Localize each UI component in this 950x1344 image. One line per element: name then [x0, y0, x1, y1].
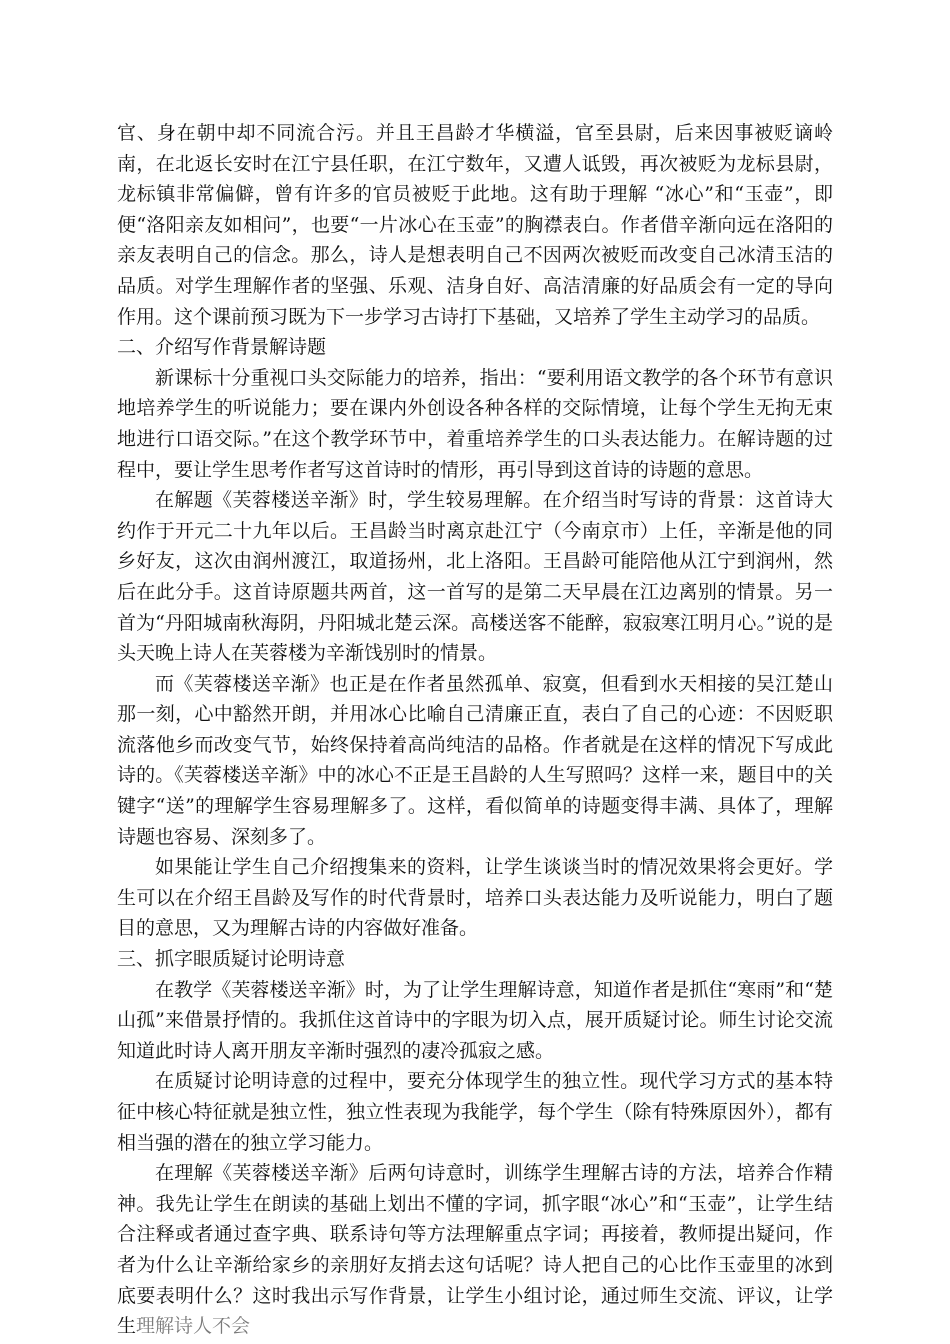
paragraph-8 — [117, 1158, 833, 1342]
section-heading-3: 三、抓字眼质疑讨论明诗意 — [117, 948, 346, 971]
paragraph-7: 在质疑讨论明诗意的过程中，要充分体现学生的独立性。现代学习方式的基本特征中核心特征就是独立性，独立性表现为我能学，每个学生（除有特殊原因外），都有相当强的潜在的独立学习能力。 — [117, 1070, 833, 1154]
paragraph-8-faded-tail: 理解诗人不会 — [136, 1315, 251, 1338]
paragraph-3: 在解题《芙蓉楼送辛渐》时，学生较易理解。在介绍当时写诗的背景：这首诗大约作于开元二十九年以后。王昌龄当时离京赴江宁（今南京市）上任，辛渐是他的同乡好友，这次由润州渡江，取道扬州，北上洛阳。王昌龄可能陪他从江宁到润州，然后在此分手。这首诗原题共两首，这一首写的是第二天早晨在江边离别的情景。另一首为“丹阳城南秋海阴，丹阳城北楚云深。高楼送客不能醉，寂寂寒江明月心。”说的是头天晚上诗人在芙蓉楼为辛渐饯别时的情景。 — [117, 489, 833, 665]
paragraph-1: 官、身在朝中却不同流合污。并且王昌龄才华横溢，官至县尉，后来因事被贬谪岭南，在北返长安时在江宁县任职，在江宁数年，又遭人诋毁，再次被贬为龙标县尉，龙标镇非常偏僻，曾有许多的官员被贬于此地。这有助于理解 “冰心”和“玉壶”，即便“洛阳亲友如相问”，也要“一片冰心在玉壶”的胸襟表白。作者借辛渐向远在洛阳的亲友表明自己的信念。那么，诗人是想表明自己不因两次被贬而改变自己冰清玉洁的品质。对学生理解作者的坚强、乐观、洁身自好、高洁清廉的好品质会有一定的导向作用。这个课前预习既为下一步学习古诗打下基础，又培养了学生主动学习的品质。 — [117, 122, 833, 328]
document-page — [117, 118, 833, 1342]
section-heading-2: 二、介绍写作背景解诗题 — [117, 336, 327, 359]
paragraph-2: 新课标十分重视口头交际能力的培养，指出：“要利用语文教学的各个环节有意识地培养学生的听说能力；要在课内外创设各种各样的交际情境，让每个学生无拘无束地进行口语交际。”在这个教学环节中，着重培养学生的口头表达能力。在解诗题的过程中，要让学生思考作者写这首诗时的情形，再引导到这首诗的诗题的意思。 — [117, 366, 833, 481]
paragraph-8-text: 在理解《芙蓉楼送辛渐》后两句诗意时，训练学生理解古诗的方法，培养合作精神。我先让学生在朗读的基础上划出不懂的字词，抓字眼“冰心”和“玉壶”，让学生结合注释或者通过查字典、联系诗句等方法理解重点字词；再接着，教师提出疑问，作者为什么让辛渐给家乡的亲朋好友捎去这句话呢？诗人把自己的心比作玉壶里的冰到底要表明什么？这时我出示写作背景，让学生小组讨论，通过师生交流、评议，让学生 — [117, 1162, 833, 1338]
paragraph-4: 而《芙蓉楼送辛渐》也正是在作者虽然孤单、寂寞，但看到水天相接的吴江楚山那一刻，心中豁然开朗，并用冰心比喻自己清廉正直，表白了自己的心迹：不因贬职流落他乡而改变气节，始终保持着高尚纯洁的品格。作者就是在这样的情况下写成此诗的。《芙蓉楼送辛渐》中的冰心不正是王昌龄的人生写照吗？这样一来，题目中的关键字“送”的理解学生容易理解多了。这样，看似简单的诗题变得丰满、具体了，理解诗题也容易、深刻多了。 — [117, 672, 833, 848]
paragraph-5: 如果能让学生自己介绍搜集来的资料，让学生谈谈当时的情况效果将会更好。学生可以在介绍王昌龄及写作的时代背景时，培养口头表达能力及听说能力，明白了题目的意思，又为理解古诗的内容做好准备。 — [117, 856, 833, 940]
paragraph-6: 在教学《芙蓉楼送辛渐》时，为了让学生理解诗意，知道作者是抓住“寒雨”和“楚山孤”来借景抒情的。我抓住这首诗中的字眼为切入点，展开质疑讨论。师生讨论交流知道此时诗人离开朋友辛渐时强烈的凄冷孤寂之感。 — [117, 978, 833, 1062]
